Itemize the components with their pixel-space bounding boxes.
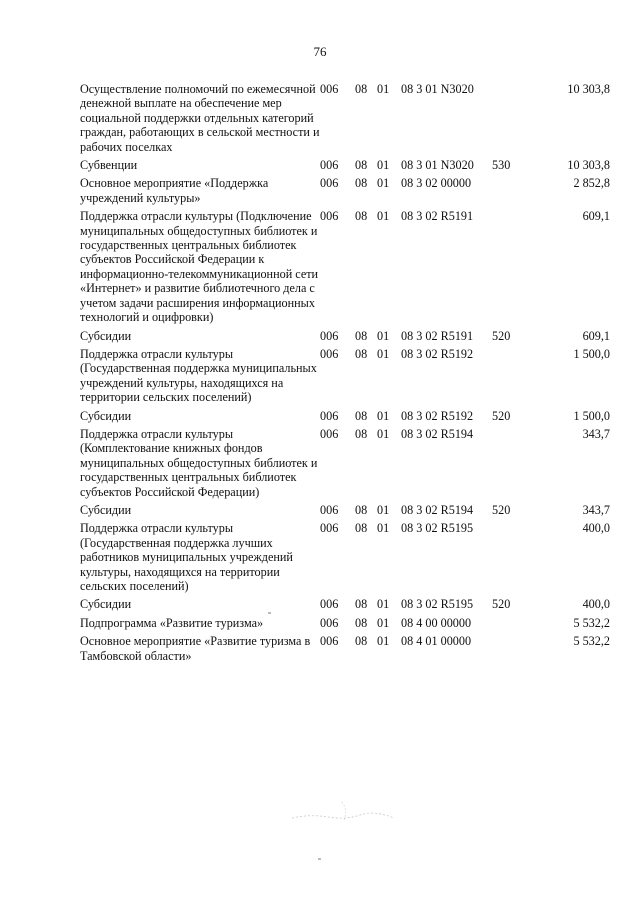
row-subsection-code: 01 xyxy=(377,426,390,441)
row-target-article: 08 3 02 00000 xyxy=(401,176,472,191)
row-expense-type xyxy=(492,209,522,328)
row-section-code: 08 xyxy=(355,634,368,649)
row-subsection-code: 01 xyxy=(377,328,390,343)
table-row xyxy=(80,616,610,634)
row-subsection-code: 01 xyxy=(377,346,390,361)
row-section-code: 08 xyxy=(355,521,368,536)
table-row xyxy=(80,521,610,597)
row-expense-type: 530 xyxy=(492,158,511,173)
row-ministry-code: 006 xyxy=(320,158,339,173)
row-amount: 400,0 xyxy=(582,521,610,536)
table-row xyxy=(80,409,610,427)
table-row xyxy=(80,634,610,667)
scan-scribble-mark xyxy=(290,798,400,828)
row-ministry-code: 006 xyxy=(320,209,339,224)
row-expense-type xyxy=(492,427,522,503)
row-amount: 10 303,8 xyxy=(567,82,610,96)
row-name: Подпрограмма «Развитие туризма» xyxy=(80,615,264,630)
row-section-code: 08 xyxy=(355,176,368,191)
row-name: Субсидии xyxy=(80,502,132,517)
table-row xyxy=(80,82,610,158)
table-row xyxy=(80,176,610,209)
row-subsection-code: 01 xyxy=(377,521,390,536)
row-subsection-code: 01 xyxy=(377,176,390,191)
row-section-code: 08 xyxy=(355,426,368,441)
row-target-article: 08 4 01 00000 xyxy=(401,634,472,649)
row-name: Субвенции xyxy=(80,158,138,173)
row-section-code: 08 xyxy=(355,502,368,517)
row-amount: 10 303,8 xyxy=(567,158,610,173)
row-expense-type: 520 xyxy=(492,597,511,612)
row-amount: 609,1 xyxy=(582,209,610,224)
table-row xyxy=(80,503,610,521)
row-section-code: 08 xyxy=(355,346,368,361)
row-expense-type xyxy=(492,347,522,409)
row-ministry-code: 006 xyxy=(320,634,339,649)
row-target-article: 08 3 02 R5191 xyxy=(401,328,474,343)
row-amount: 343,7 xyxy=(582,426,610,441)
row-target-article: 08 3 02 R5194 xyxy=(401,426,474,441)
row-expense-type xyxy=(492,176,522,209)
table-row xyxy=(80,329,610,347)
row-section-code: 08 xyxy=(355,328,368,343)
row-ministry-code: 006 xyxy=(320,82,339,96)
row-name: Осуществление полномочий по ежемесячной денежной выплате на обеспечение мер социальной поддержки отдельных категорий граждан, работающих в сельской местности и рабочих поселках xyxy=(80,82,320,154)
row-subsection-code: 01 xyxy=(377,634,390,649)
row-amount: 343,7 xyxy=(582,502,610,517)
row-section-code: 08 xyxy=(355,209,368,224)
row-amount: 1 500,0 xyxy=(573,408,610,423)
row-name: Поддержка отрасли культуры (Подключение муниципальных общедоступных библиотек и государственных центральных библиотек субъектов Российской Федерации к информационно-телекоммуникационной сети «Интернет» и развитие библиотечного дела с учетом задачи расширения информационных технологий и оцифровки) xyxy=(80,209,319,325)
row-amount: 5 532,2 xyxy=(573,634,610,649)
row-target-article: 08 3 02 R5191 xyxy=(401,209,474,224)
row-target-article: 08 3 01 N3020 xyxy=(401,158,474,173)
row-ministry-code: 006 xyxy=(320,408,339,423)
row-subsection-code: 01 xyxy=(377,408,390,423)
row-target-article: 08 3 02 R5192 xyxy=(401,408,474,423)
row-target-article: 08 3 02 R5192 xyxy=(401,346,474,361)
row-target-article: 08 4 00 00000 xyxy=(401,615,472,630)
table-row xyxy=(80,427,610,503)
row-expense-type: 520 xyxy=(492,328,511,343)
row-name: Поддержка отрасли культуры (Государственная поддержка муниципальных учреждений культуры, находящихся на территории сельских поселений) xyxy=(80,346,317,405)
row-ministry-code: 006 xyxy=(320,615,339,630)
row-target-article: 08 3 02 R5194 xyxy=(401,502,474,517)
row-ministry-code: 006 xyxy=(320,176,339,191)
row-subsection-code: 01 xyxy=(377,597,390,612)
row-name: Поддержка отрасли культуры (Комплектование книжных фондов муниципальных общедоступных библиотек и государственных центральных библиотек субъектов Российской Федерации) xyxy=(80,426,318,499)
row-amount: 400,0 xyxy=(582,597,610,612)
row-expense-type: 520 xyxy=(492,502,511,517)
budget-table xyxy=(80,82,610,667)
scan-speck xyxy=(318,858,321,860)
row-ministry-code: 006 xyxy=(320,346,339,361)
row-ministry-code: 006 xyxy=(320,597,339,612)
row-expense-type xyxy=(492,82,522,158)
row-ministry-code: 006 xyxy=(320,426,339,441)
row-expense-type: 520 xyxy=(492,408,511,423)
page-number: 76 xyxy=(313,44,327,59)
row-subsection-code: 01 xyxy=(377,209,390,224)
row-name: Субсидии xyxy=(80,597,132,612)
row-name: Поддержка отрасли культуры (Государственная поддержка лучших работников муниципальных учреждений культуры, находящихся на территории сельских поселений) xyxy=(80,521,293,593)
row-name: Субсидии xyxy=(80,328,132,343)
row-subsection-code: 01 xyxy=(377,615,390,630)
row-section-code: 08 xyxy=(355,158,368,173)
row-name: Основное мероприятие «Развитие туризма в Тамбовской области» xyxy=(80,634,311,663)
row-ministry-code: 006 xyxy=(320,502,339,517)
row-subsection-code: 01 xyxy=(377,82,390,96)
row-ministry-code: 006 xyxy=(320,521,339,536)
row-expense-type xyxy=(492,521,522,597)
row-target-article: 08 3 02 R5195 xyxy=(401,597,474,612)
row-amount: 609,1 xyxy=(582,328,610,343)
row-amount: 1 500,0 xyxy=(573,346,610,361)
row-target-article: 08 3 02 R5195 xyxy=(401,521,474,536)
row-subsection-code: 01 xyxy=(377,158,390,173)
row-subsection-code: 01 xyxy=(377,502,390,517)
table-row xyxy=(80,347,610,409)
row-amount: 5 532,2 xyxy=(573,615,610,630)
table-row xyxy=(80,158,610,176)
table-row xyxy=(80,209,610,328)
row-target-article: 08 3 01 N3020 xyxy=(401,82,474,96)
row-amount: 2 852,8 xyxy=(573,176,610,191)
row-name: Субсидии xyxy=(80,408,132,423)
row-expense-type xyxy=(492,634,522,667)
row-section-code: 08 xyxy=(355,615,368,630)
table-row xyxy=(80,597,610,615)
row-expense-type xyxy=(492,616,522,634)
scan-speck xyxy=(268,612,271,614)
row-ministry-code: 006 xyxy=(320,328,339,343)
row-section-code: 08 xyxy=(355,597,368,612)
row-section-code: 08 xyxy=(355,408,368,423)
row-name: Основное мероприятие «Поддержка учреждений культуры» xyxy=(80,176,269,205)
row-section-code: 08 xyxy=(355,82,368,96)
